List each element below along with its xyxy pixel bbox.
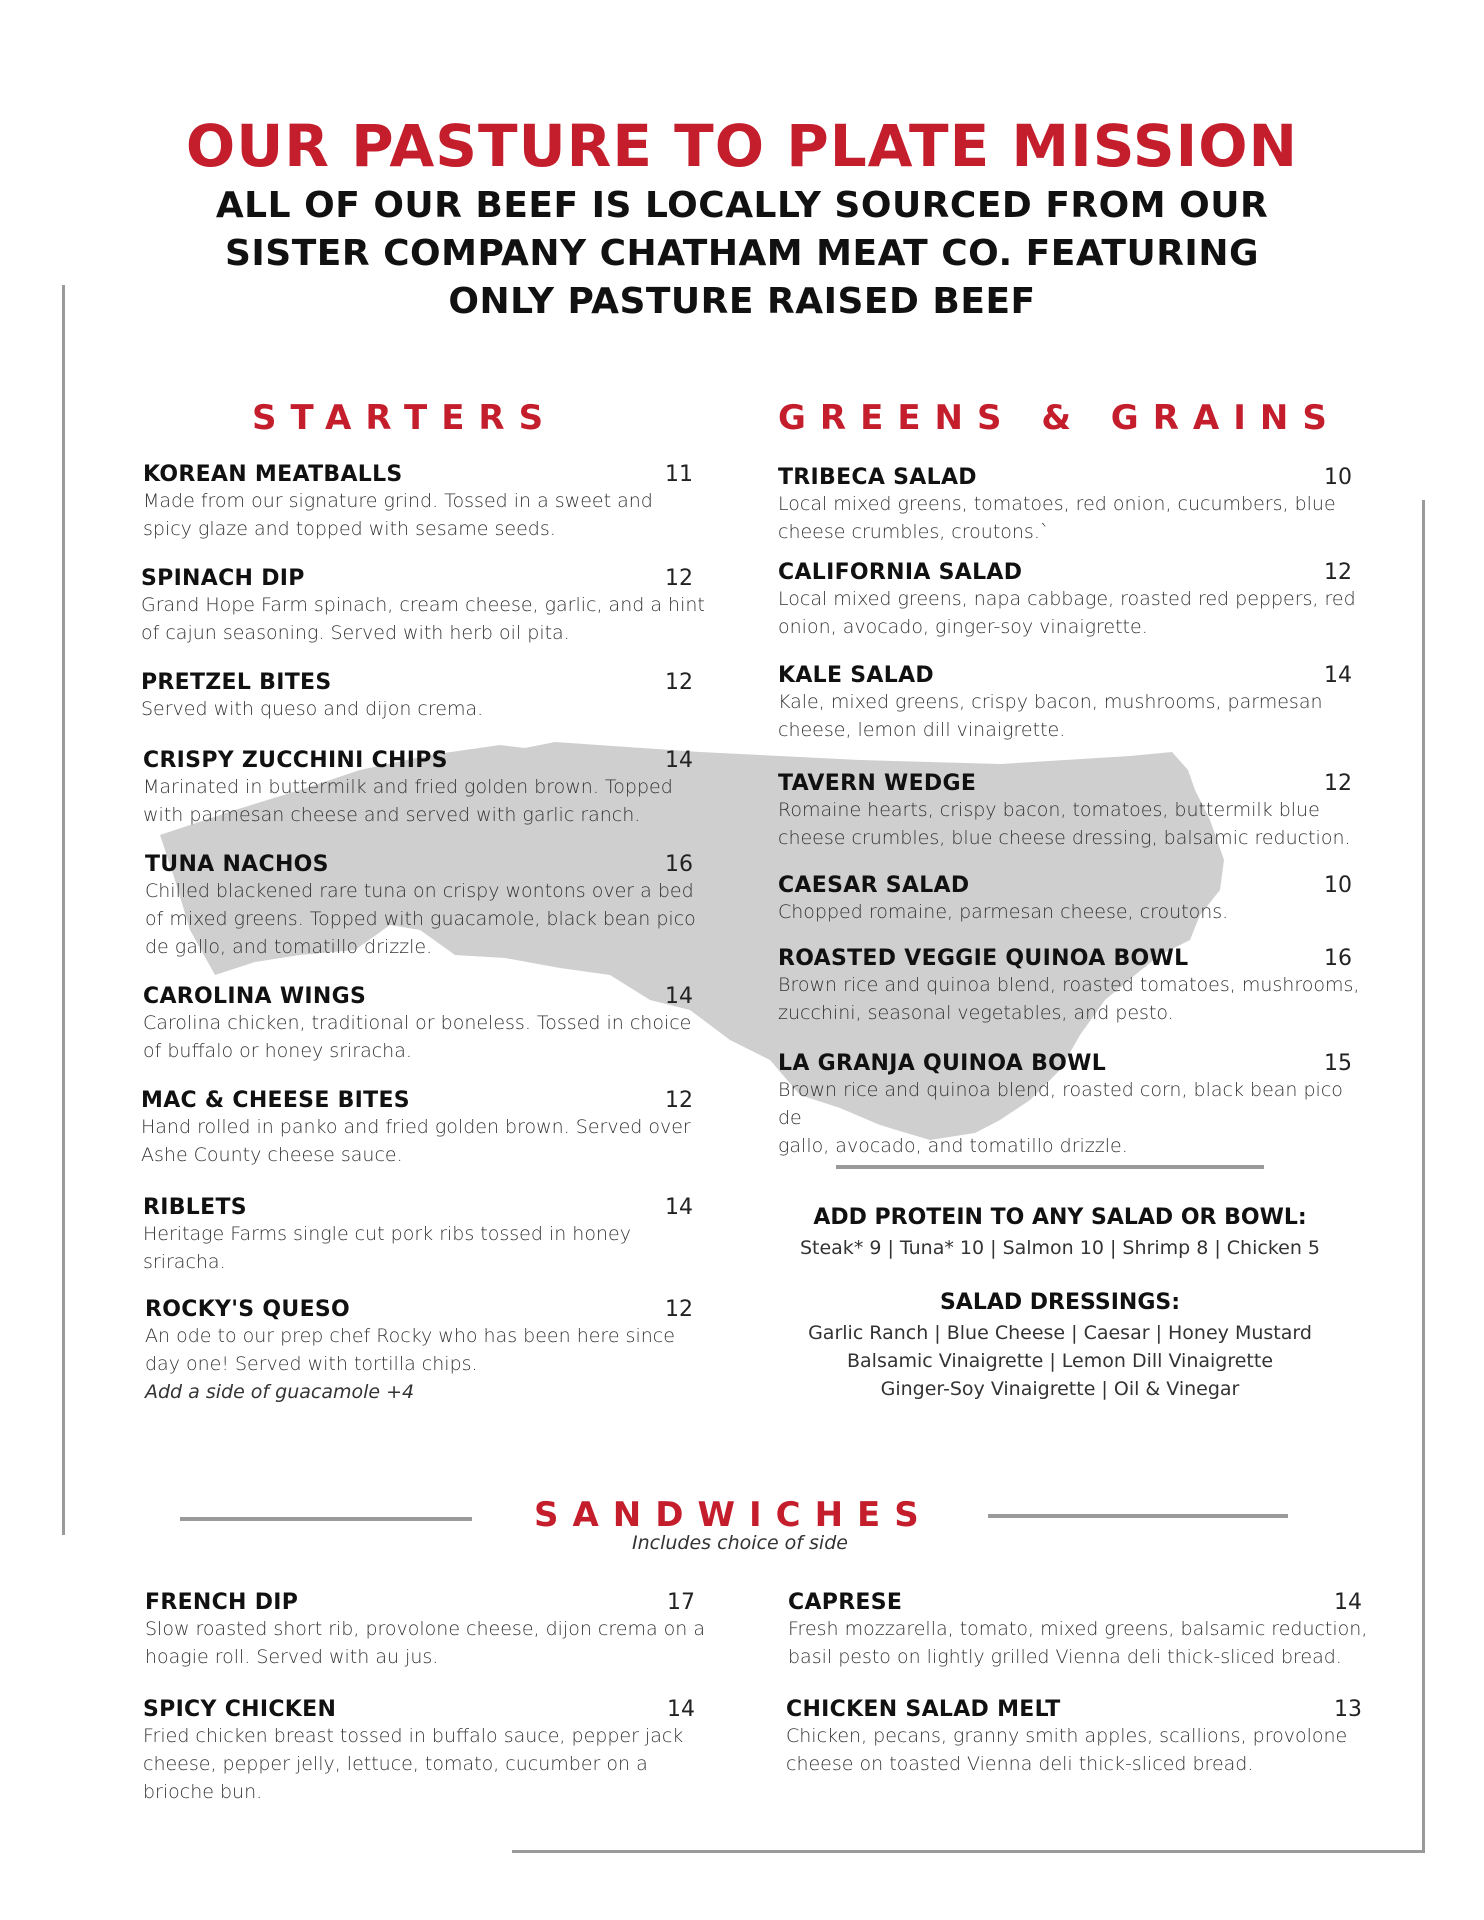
menu-item-description: Grand Hope Farm spinach, cream cheese, garlic, and a hint [141,594,705,616]
menu-item-description: Slow roasted short rib, provolone cheese, dijon crema on a [145,1618,705,1640]
menu-item-name: SPINACH DIP [141,566,305,591]
salad-dressings [760,1290,1360,1403]
menu-item-name: ROASTED VEGGIE QUINOA BOWL [778,946,1189,971]
menu-item-name: KALE SALAD [778,663,934,688]
menu-item-note: Add a side of guacamole +4 [145,1381,415,1403]
protein-addons [760,1205,1360,1262]
menu-item-price: 12 [665,566,693,591]
dressings-title: SALAD DRESSINGS: [939,1290,1181,1315]
menu-item-description: hoagie roll. Served with au jus. [145,1646,439,1668]
menu-item-name: KOREAN MEATBALLS [143,462,403,487]
menu-item-description: Chicken, pecans, granny smith apples, scallions, provolone [786,1725,1348,1747]
menu-item-description: basil pesto on lightly grilled Vienna deli thick-sliced bread. [788,1646,1342,1668]
menu-item-description: Made from our signature grind. Tossed in a sweet and [143,490,653,512]
menu-item-price: 16 [665,852,693,877]
menu-item-description: zucchini, seasonal vegetables, and pesto. [778,1002,1174,1024]
menu-item-description: cheese, lemon dill vinaigrette. [778,719,1066,741]
menu-item-name: TAVERN WEDGE [778,771,977,796]
frame-bottom-rule [512,1850,1425,1853]
menu-item-price: 14 [1324,663,1352,688]
menu-item-description: Hand rolled in panko and fried golden brown. Served over [141,1116,691,1138]
menu-item-description: cheese, pepper jelly, lettuce, tomato, cucumber on a [143,1753,648,1775]
menu-item [145,1297,705,1406]
menu-item-name: CAPRESE [788,1590,903,1615]
greens-grains-heading: GREENS & GRAINS [778,398,1341,438]
menu-item-price: 12 [1324,771,1352,796]
frame-left-rule [62,285,65,1535]
menu-item [788,1590,1374,1671]
dressing-line: Balsamic Vinaigrette | Lemon Dill Vinaigrette [846,1350,1274,1372]
menu-item-price: 12 [665,1297,693,1322]
menu-item-name: CAESAR SALAD [778,873,970,898]
mission-statement [0,182,1484,326]
menu-item [141,1088,705,1169]
menu-item-price: 10 [1324,873,1352,898]
mission-line: SISTER COMPANY CHATHAM MEAT CO. FEATURING [224,233,1260,274]
menu-item-description: spicy glaze and topped with sesame seeds. [143,518,556,540]
sandwiches-rule-right [988,1514,1288,1518]
menu-item-description: of mixed greens. Topped with guacamole, black bean pico [145,908,696,930]
menu-item-price: 16 [1324,946,1352,971]
menu-item-description: sriracha. [143,1251,226,1273]
menu-item [778,663,1364,744]
menu-item-name: MAC & CHEESE BITES [141,1088,410,1113]
menu-item-description: Local mixed greens, napa cabbage, roasted red peppers, red [778,588,1356,610]
menu-item-price: 11 [665,462,693,487]
menu-item [778,465,1364,546]
dressing-line: Garlic Ranch | Blue Cheese | Caesar | Honey Mustard [808,1322,1312,1344]
sandwiches-heading: SANDWICHES [534,1495,933,1535]
greens-divider [836,1165,1264,1169]
menu-item-description: Brown rice and quinoa blend, roasted corn, black bean pico de [778,1079,1343,1129]
menu-item-price: 14 [667,1697,695,1722]
menu-item-description: Chilled blackened rare tuna on crispy wontons over a bed [145,880,694,902]
menu-item [143,462,705,543]
menu-item [141,670,705,723]
menu-item-description: cheese crumbles, blue cheese dressing, balsamic reduction. [778,827,1351,849]
menu-item-description: de gallo, and tomatillo drizzle. [145,936,433,958]
menu-item [143,748,705,829]
menu-item-name: FRENCH DIP [145,1590,299,1615]
menu-item-description: cheese on toasted Vienna deli thick-sliced bread. [786,1753,1254,1775]
sandwiches-rule-left [180,1517,472,1521]
menu-item [145,1590,707,1671]
protein-options: Steak* 9 | Tuna* 10 | Salmon 10 | Shrimp 8 | Chicken 5 [799,1237,1321,1259]
menu-item-name: CRISPY ZUCCHINI CHIPS [143,748,448,773]
menu-item-price: 12 [1324,560,1352,585]
menu-item-price: 12 [665,670,693,695]
menu-item-description: Brown rice and quinoa blend, roasted tomatoes, mushrooms, [778,974,1360,996]
menu-item-price: 12 [665,1088,693,1113]
menu-item-name: PRETZEL BITES [141,670,332,695]
menu-item-description: cheese crumbles, croutons.` [778,521,1050,543]
menu-item [145,852,705,961]
menu-item-description: of cajun seasoning. Served with herb oil pita. [141,622,570,644]
menu-item [778,771,1364,852]
menu-item-description: brioche bun. [143,1781,263,1803]
menu-item-name: LA GRANJA QUINOA BOWL [778,1051,1107,1076]
frame-right-rule [1422,500,1425,1852]
menu-item-description: day one! Served with tortilla chips. [145,1353,478,1375]
menu-item-description: gallo, avocado, and tomatillo drizzle. [778,1135,1128,1157]
menu-item-name: ROCKY'S QUESO [145,1297,351,1322]
menu-item-name: TUNA NACHOS [145,852,329,877]
menu-item [778,1051,1364,1160]
menu-item-price: 17 [667,1590,695,1615]
menu-item-name: CAROLINA WINGS [143,984,367,1009]
protein-title: ADD PROTEIN TO ANY SALAD OR BOWL: [813,1205,1307,1230]
menu-item-description: Carolina chicken, traditional or boneless. Tossed in choice [143,1012,692,1034]
menu-item-description: onion, avocado, ginger-soy vinaigrette. [778,616,1148,638]
menu-item [778,873,1364,926]
menu-item-description: Local mixed greens, tomatoes, red onion, cucumbers, blue [778,493,1336,515]
menu-item-description: Chopped romaine, parmesan cheese, croutons. [778,901,1229,923]
menu-item-price: 14 [665,748,693,773]
menu-item [141,566,705,647]
dressing-line: Ginger-Soy Vinaigrette | Oil & Vinegar [880,1378,1240,1400]
menu-item [786,1697,1374,1778]
menu-item-description: Ashe County cheese sauce. [141,1144,403,1166]
menu-item [143,1195,705,1276]
menu-item-description: with parmesan cheese and served with garlic ranch. [143,804,641,826]
menu-item-price: 14 [665,984,693,1009]
menu-item-price: 13 [1334,1697,1362,1722]
menu-item [143,1697,707,1806]
menu-item [778,946,1364,1027]
menu-item-description: Fresh mozzarella, tomato, mixed greens, balsamic reduction, [788,1618,1368,1640]
menu-item-name: RIBLETS [143,1195,247,1220]
mission-title: OUR PASTURE TO PLATE MISSION [185,112,1299,180]
menu-item [143,984,705,1065]
menu-item-name: CALIFORNIA SALAD [778,560,1023,585]
sandwiches-caption: Includes choice of side [632,1532,848,1554]
menu-item-description: Marinated in buttermilk and fried golden brown. Topped [143,776,673,798]
menu-item-price: 10 [1324,465,1352,490]
menu-item-description: Kale, mixed greens, crispy bacon, mushrooms, parmesan [778,691,1323,713]
menu-item-description: of buffalo or honey sriracha. [143,1040,412,1062]
menu-item-price: 15 [1324,1051,1352,1076]
menu-item-description: Fried chicken breast tossed in buffalo sauce, pepper jack [143,1725,684,1747]
menu-item [778,560,1364,641]
menu-item-price: 14 [665,1195,693,1220]
menu-item-name: SPICY CHICKEN [143,1697,337,1722]
menu-item-price: 14 [1334,1590,1362,1615]
starters-heading: STARTERS [252,398,558,438]
menu-item-name: TRIBECA SALAD [778,465,977,490]
menu-item-description: Romaine hearts, crispy bacon, tomatoes, buttermilk blue [778,799,1320,821]
menu-item-name: CHICKEN SALAD MELT [786,1697,1061,1722]
mission-line: ONLY PASTURE RAISED BEEF [448,281,1036,322]
menu-item-description: Heritage Farms single cut pork ribs tossed in honey [143,1223,631,1245]
mission-line: ALL OF OUR BEEF IS LOCALLY SOURCED FROM OUR [215,185,1269,226]
menu-item-description: Served with queso and dijon crema. [141,698,484,720]
menu-item-description: An ode to our prep chef Rocky who has been here since [145,1325,675,1347]
